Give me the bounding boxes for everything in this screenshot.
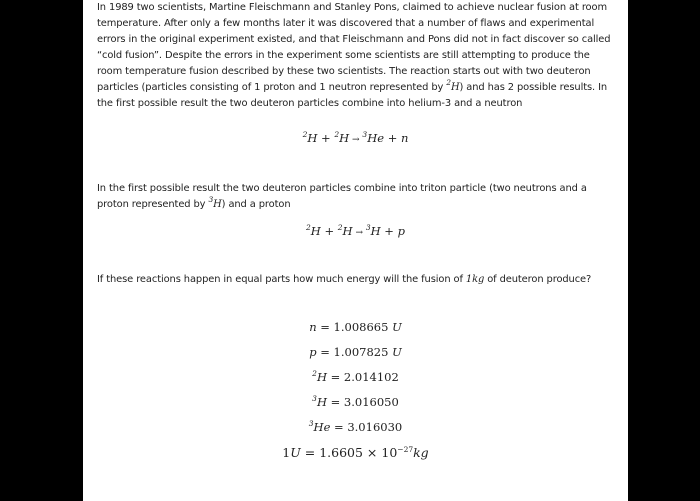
second-symbol-superscript: 3 [208, 195, 214, 204]
question-quantity: 1kg [465, 274, 485, 285]
second-paragraph [97, 181, 617, 213]
constant-proton: p = 1.007825 U [309, 345, 402, 359]
document-page [83, 0, 628, 501]
constant-atomic-mass-unit: $1U = 1.6605 \times 10^{-27}kg$ [282, 445, 429, 460]
intro-text-end: ) and has 2 possible results. In the first possible result the two deuteron particles combine into helium-3 and a neutron [97, 82, 608, 109]
intro-text: In 1989 two scientists, Martine Fleischmann and Stanley Pons, claimed to achieve nuclear fusion at room temperature. After only a few months later it was discovered that a number of flaws and experimental errors in the original experiment existed, and that Fleischmann and Pons did not in fact discover so called “cold fusion”. Despite the errors in the experiment some scientists are still attempting to produce the room temperature fusion described by these two scientists. The reaction starts out with two deuteron particles (particles consisting of 1 proton and 1 neutron represented by [97, 2, 611, 93]
second-text-end: ) and a proton [221, 199, 291, 210]
second-text: In the first possible result the two deuteron particles combine into triton particle (two neutrons and a proton represented by [97, 183, 587, 210]
intro-symbol: H [450, 82, 460, 93]
intro-symbol-superscript: 2 [446, 78, 451, 87]
question-paragraph [97, 272, 617, 288]
second-symbol: H [213, 199, 222, 210]
constant-neutron: n = 1.008665 U [309, 320, 402, 334]
reaction-helium3: $^2$H + $^2$H → $^3$He + n [302, 130, 409, 145]
constant-deuterium: $^2$H = 2.014102 [312, 369, 399, 384]
constant-helium3: $^3$He = 3.016030 [308, 419, 403, 434]
intro-paragraph [97, 0, 617, 112]
question-text-end: of deuteron produce? [484, 274, 592, 285]
constant-tritium: $^3$H = 3.016050 [312, 394, 399, 409]
reaction-tritium: $^2$H + $^2$H → $^3$H + p [306, 223, 405, 238]
question-text: If these reactions happen in equal parts how much energy will the fusion of [97, 274, 466, 285]
